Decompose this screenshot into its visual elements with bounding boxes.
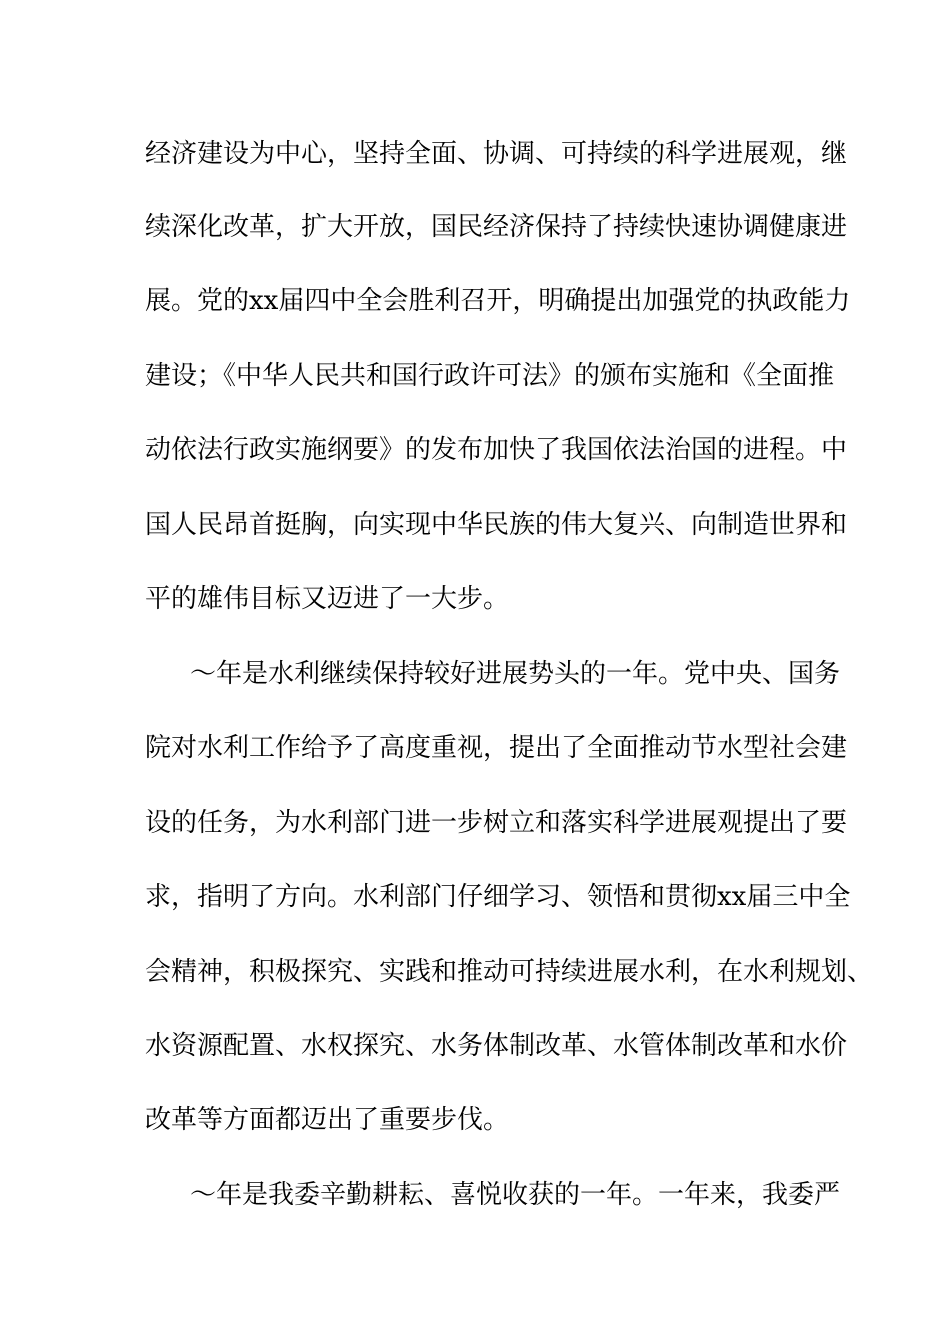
- text-line: 续深化改革，扩大开放，国民经济保持了持续快速协调健康进: [145, 212, 848, 242]
- text-line: 经济建设为中心，坚持全面、协调、可持续的科学进展观，继: [145, 139, 848, 169]
- text-line: 水资源配置、水权探究、水务体制改革、水管体制改革和水价: [145, 1031, 848, 1061]
- text-line: 改革等方面都迈出了重要步伐。: [145, 1105, 510, 1135]
- text-line: 国人民昂首挺胸，向实现中华民族的伟大复兴、向制造世界和: [145, 510, 848, 540]
- text-line: 设的任务，为水利部门进一步树立和落实科学进展观提出了要: [145, 808, 848, 838]
- text-line: ～年是我委辛勤耕耘、喜悦收获的一年。一年来，我委严: [190, 1180, 841, 1210]
- text-line: 院对水利工作给予了高度重视，提出了全面推动节水型社会建: [145, 733, 848, 763]
- text-line: 建设；《中华人民共和国行政许可法》的颁布实施和《全面推: [145, 361, 835, 391]
- text-line: 平的雄伟目标又迈进了一大步。: [145, 584, 510, 614]
- text-line: 求，指明了方向。水利部门仔细学习、领悟和贯彻xx届三中全: [145, 882, 851, 912]
- text-line: 动依法行政实施纲要》的发布加快了我国依法治国的进程。中: [145, 435, 848, 465]
- text-line: 展。党的xx届四中全会胜利召开，明确提出加强党的执政能力: [145, 286, 851, 316]
- text-line: 会精神，积极探究、实践和推动可持续进展水利，在水利规划、: [145, 957, 874, 987]
- text-line: ～年是水利继续保持较好进展势头的一年。党中央、国务: [190, 659, 841, 689]
